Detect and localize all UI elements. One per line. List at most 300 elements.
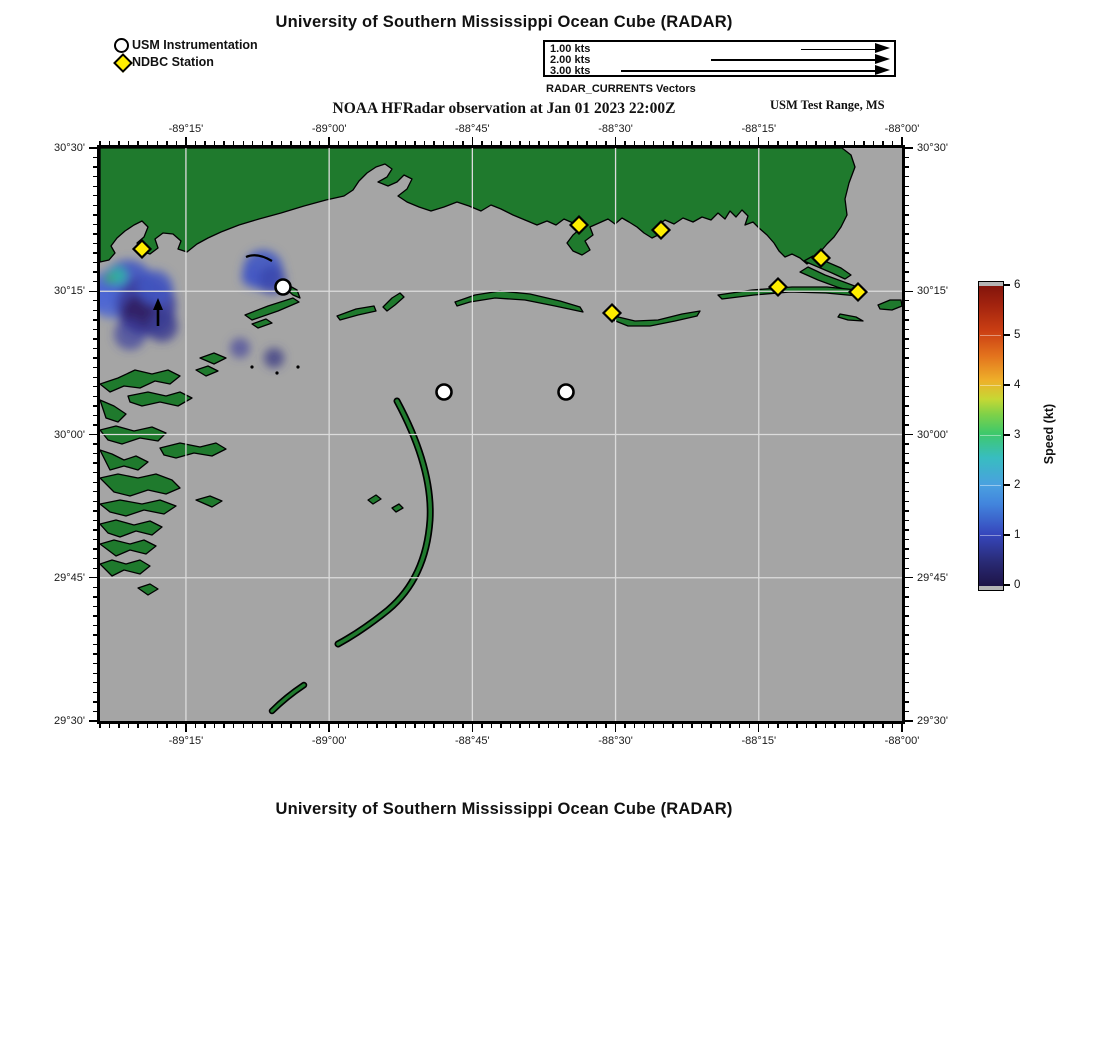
- lat-tick: [93, 701, 97, 702]
- lat-tick: [905, 673, 909, 674]
- barrier-island-horn: [455, 291, 583, 312]
- colorbar-tick: [1004, 534, 1010, 535]
- lon-tick: [118, 141, 119, 145]
- lat-tick: [93, 357, 97, 358]
- lat-tick: [905, 166, 909, 167]
- lon-tick: [109, 724, 110, 728]
- cat-island-bit: [252, 319, 272, 328]
- lon-tick: [749, 724, 750, 728]
- lon-tick: [500, 141, 501, 145]
- colorbar-separator: [980, 535, 1001, 536]
- lon-tick: [99, 724, 100, 728]
- lat-tick: [93, 214, 97, 215]
- lat-tick: [93, 644, 97, 645]
- lon-tick: [157, 141, 158, 145]
- lat-tick: [905, 405, 909, 406]
- lat-tick: [93, 205, 97, 206]
- lon-label-top: -88°45': [455, 123, 490, 135]
- map-graphics: [100, 148, 902, 721]
- vector-scale-row: [549, 44, 890, 55]
- lat-label-left: 29°30': [54, 715, 85, 727]
- lat-tick: [905, 529, 909, 530]
- lon-tick: [672, 724, 673, 728]
- lat-tick: [93, 482, 97, 483]
- lon-tick: [443, 724, 444, 728]
- lat-tick: [93, 491, 97, 492]
- lon-tick: [414, 724, 415, 728]
- lat-tick: [905, 663, 909, 664]
- lon-tick: [176, 141, 177, 145]
- lon-tick: [510, 141, 511, 145]
- vector-scale-line: [711, 59, 877, 61]
- colorbar-tick-label: 0: [1014, 579, 1021, 591]
- lon-tick: [548, 141, 549, 145]
- lon-tick: [701, 141, 702, 145]
- lon-tick: [243, 724, 244, 728]
- lat-tick: [93, 462, 97, 463]
- lon-tick: [663, 141, 664, 145]
- lon-tick: [328, 724, 329, 732]
- colorbar-separator: [980, 435, 1001, 436]
- lon-tick: [367, 724, 368, 728]
- chandeleur-islands: [272, 401, 430, 711]
- speed-colorbar: [978, 281, 1004, 591]
- lon-tick: [176, 724, 177, 728]
- lon-tick: [796, 141, 797, 145]
- lon-label-top: -88°15': [741, 123, 777, 135]
- lon-tick: [710, 724, 711, 728]
- lon-tick: [538, 724, 539, 728]
- lat-tick: [93, 186, 97, 187]
- marsh-9: [100, 520, 162, 537]
- lon-tick: [720, 724, 721, 728]
- lon-tick: [281, 724, 282, 728]
- lat-tick: [905, 634, 909, 635]
- lon-tick: [386, 141, 387, 145]
- colorbar-tick: [1004, 334, 1010, 335]
- lat-tick: [905, 186, 909, 187]
- speed-blob: [104, 274, 114, 284]
- lat-tick: [93, 615, 97, 616]
- station-markers: [134, 217, 867, 400]
- lat-tick: [905, 644, 909, 645]
- ndbc-station-icon: [113, 53, 133, 73]
- current-speed-field: [100, 250, 286, 368]
- lon-tick: [787, 141, 788, 145]
- lon-tick: [395, 141, 396, 145]
- lat-tick: [93, 510, 97, 511]
- lon-tick: [768, 724, 769, 728]
- marsh-7: [100, 474, 180, 496]
- lat-tick: [905, 434, 913, 435]
- lon-tick: [405, 724, 406, 728]
- lon-tick: [462, 141, 463, 145]
- lon-tick: [338, 724, 339, 728]
- lat-tick: [905, 682, 909, 683]
- lat-tick: [905, 558, 909, 559]
- lon-tick: [99, 141, 100, 145]
- marsh-5: [160, 443, 226, 458]
- lon-tick: [262, 724, 263, 728]
- lon-tick: [892, 724, 893, 728]
- lon-tick: [405, 141, 406, 145]
- lat-label-left: 30°00': [54, 428, 85, 441]
- lon-tick: [348, 141, 349, 145]
- lon-tick: [863, 141, 864, 145]
- lon-tick: [844, 141, 845, 145]
- colorbar-tick-label: 2: [1014, 479, 1021, 491]
- lon-tick: [567, 141, 568, 145]
- lon-tick: [214, 724, 215, 728]
- lat-tick: [905, 147, 913, 148]
- vector-scale-caption: RADAR_CURRENTS Vectors: [546, 83, 696, 95]
- marsh-15: [196, 366, 218, 376]
- north-shore-landmass: [100, 148, 855, 264]
- lat-label-left: 30°15': [54, 285, 85, 298]
- lat-tick: [905, 271, 909, 272]
- colorbar-tick-label: 6: [1014, 279, 1021, 291]
- lat-tick: [89, 577, 97, 578]
- barrier-island-dauphin: [718, 287, 858, 299]
- lon-tick: [204, 141, 205, 145]
- lon-tick: [901, 724, 902, 732]
- lon-tick: [529, 141, 530, 145]
- lon-tick: [185, 724, 186, 732]
- lat-tick: [905, 291, 913, 292]
- lat-tick: [905, 224, 909, 225]
- lat-tick: [905, 319, 909, 320]
- lon-label-bottom: -88°30': [598, 735, 633, 747]
- lon-tick: [386, 724, 387, 728]
- usm-station-marker: [437, 385, 452, 400]
- ndbc-station-label: NDBC Station: [132, 55, 214, 69]
- lon-tick: [758, 724, 759, 732]
- lat-tick: [905, 462, 909, 463]
- lon-label-bottom: -88°45': [455, 735, 490, 747]
- lon-tick: [796, 724, 797, 728]
- lat-tick: [93, 663, 97, 664]
- lat-tick: [905, 596, 909, 597]
- lat-tick: [905, 472, 909, 473]
- lon-tick: [749, 141, 750, 145]
- lon-tick: [338, 141, 339, 145]
- lon-tick: [395, 724, 396, 728]
- colorbar-tick-label: 3: [1014, 429, 1021, 441]
- lon-tick: [319, 141, 320, 145]
- lat-label-left: 29°45': [54, 571, 85, 584]
- lon-tick: [825, 141, 826, 145]
- lon-tick: [624, 724, 625, 728]
- lat-tick: [93, 396, 97, 397]
- vector-scale-box: [543, 40, 896, 77]
- speed-blob: [241, 267, 261, 287]
- lon-tick: [118, 724, 119, 728]
- lat-tick: [905, 520, 909, 521]
- lat-tick: [93, 262, 97, 263]
- speed-blob: [137, 270, 173, 306]
- lon-tick: [663, 724, 664, 728]
- lat-tick: [89, 147, 97, 148]
- lon-tick: [758, 137, 759, 145]
- lat-tick: [905, 310, 909, 311]
- lon-tick: [262, 141, 263, 145]
- lon-tick: [548, 724, 549, 728]
- lat-tick: [93, 233, 97, 234]
- lat-tick: [93, 568, 97, 569]
- lat-tick: [93, 281, 97, 282]
- lon-tick: [500, 724, 501, 728]
- lat-tick: [905, 424, 909, 425]
- lat-tick: [93, 310, 97, 311]
- lon-tick: [806, 141, 807, 145]
- observation-title: NOAA HFRadar observation at Jan 01 2023 22:00Z: [332, 100, 676, 117]
- lat-tick: [905, 720, 913, 721]
- lon-tick: [596, 141, 597, 145]
- lat-tick: [905, 568, 909, 569]
- lat-tick: [93, 682, 97, 683]
- lat-tick: [93, 548, 97, 549]
- lon-tick: [634, 724, 635, 728]
- lat-tick: [93, 386, 97, 387]
- lat-tick: [905, 510, 909, 511]
- vector-scale-line: [801, 49, 877, 51]
- colorbar-tick-label: 5: [1014, 329, 1021, 341]
- lat-tick: [93, 243, 97, 244]
- lon-tick: [558, 724, 559, 728]
- lat-tick: [93, 472, 97, 473]
- lon-tick: [348, 724, 349, 728]
- lat-tick: [93, 501, 97, 502]
- lat-tick: [905, 625, 909, 626]
- lon-tick: [825, 724, 826, 728]
- lon-tick: [729, 724, 730, 728]
- lon-tick: [577, 724, 578, 728]
- lon-tick: [481, 724, 482, 728]
- colorbar-top-cap: [979, 282, 1003, 286]
- lat-tick: [905, 300, 909, 301]
- lat-tick: [905, 548, 909, 549]
- lon-tick: [567, 724, 568, 728]
- lat-tick: [905, 482, 909, 483]
- barrier-island-petit-bois: [613, 311, 700, 326]
- lon-tick: [653, 141, 654, 145]
- map-plot-area: [97, 145, 905, 724]
- vector-scale-row: [549, 55, 890, 66]
- lon-tick: [901, 137, 902, 145]
- lon-tick: [682, 724, 683, 728]
- lat-tick: [905, 348, 909, 349]
- lon-tick: [701, 724, 702, 728]
- lat-tick: [93, 606, 97, 607]
- lat-tick: [905, 214, 909, 215]
- lon-tick: [844, 724, 845, 728]
- lon-tick: [376, 724, 377, 728]
- lon-tick: [739, 724, 740, 728]
- lon-tick: [309, 724, 310, 728]
- lon-tick: [214, 141, 215, 145]
- lon-tick: [166, 141, 167, 145]
- lat-tick: [93, 415, 97, 416]
- lon-tick: [691, 141, 692, 145]
- lat-tick: [905, 711, 909, 712]
- lon-tick: [424, 724, 425, 728]
- lon-tick: [882, 724, 883, 728]
- lon-tick: [185, 137, 186, 145]
- lat-tick: [905, 386, 909, 387]
- lon-tick: [529, 724, 530, 728]
- lon-tick: [538, 141, 539, 145]
- lat-tick: [89, 434, 97, 435]
- vector-scale-line: [621, 70, 877, 72]
- lat-tick: [93, 539, 97, 540]
- lon-tick: [892, 141, 893, 145]
- lon-tick: [157, 724, 158, 728]
- lon-tick: [223, 141, 224, 145]
- lat-tick: [93, 367, 97, 368]
- lon-label-top: -89°15': [168, 123, 204, 135]
- lon-tick: [605, 724, 606, 728]
- lat-tick: [905, 587, 909, 588]
- lon-tick: [433, 724, 434, 728]
- lon-tick: [577, 141, 578, 145]
- lon-tick: [854, 141, 855, 145]
- lat-tick: [93, 377, 97, 378]
- lon-tick: [424, 141, 425, 145]
- vector-scale-value: 1.00 kts: [550, 43, 591, 55]
- lon-tick: [166, 724, 167, 728]
- lon-tick: [586, 141, 587, 145]
- lat-tick: [905, 243, 909, 244]
- lon-label-bottom: -89°15': [168, 735, 204, 747]
- lon-tick: [519, 724, 520, 728]
- barrier-island-c: [383, 293, 404, 311]
- lon-tick: [519, 141, 520, 145]
- lat-tick: [93, 596, 97, 597]
- lat-tick: [89, 720, 97, 721]
- lat-tick: [93, 453, 97, 454]
- colorbar-tick-label: 4: [1014, 379, 1021, 391]
- lat-tick: [905, 205, 909, 206]
- lat-tick: [905, 539, 909, 540]
- lon-tick: [882, 141, 883, 145]
- lon-tick: [558, 141, 559, 145]
- lat-label-right: 30°30': [917, 142, 948, 154]
- lon-label-top: -88°30': [598, 123, 633, 135]
- speed-blob: [114, 318, 146, 350]
- lon-tick: [481, 141, 482, 145]
- lon-tick: [281, 141, 282, 145]
- lat-tick: [905, 415, 909, 416]
- lon-tick: [290, 724, 291, 728]
- lon-tick: [357, 141, 358, 145]
- lon-tick: [491, 141, 492, 145]
- lat-tick: [93, 252, 97, 253]
- lon-tick: [137, 724, 138, 728]
- lon-tick: [682, 141, 683, 145]
- colorbar-separator: [980, 335, 1001, 336]
- lon-tick: [873, 141, 874, 145]
- lon-tick: [615, 724, 616, 732]
- lon-tick: [644, 724, 645, 728]
- lon-tick: [605, 141, 606, 145]
- barrier-island-small-se: [838, 314, 863, 321]
- lat-tick: [93, 673, 97, 674]
- colorbar-separator: [980, 485, 1001, 486]
- lon-tick: [433, 141, 434, 145]
- lon-tick: [128, 141, 129, 145]
- lon-tick: [357, 724, 358, 728]
- lon-tick: [873, 724, 874, 728]
- marsh-12: [138, 584, 158, 595]
- colorbar-tick-label: 1: [1014, 529, 1021, 541]
- lat-tick: [905, 577, 913, 578]
- lat-tick: [93, 329, 97, 330]
- vector-arrowhead-icon: [875, 65, 890, 75]
- marsh-1: [100, 370, 180, 392]
- speed-blob: [264, 348, 284, 368]
- lat-tick: [905, 396, 909, 397]
- lat-tick: [905, 338, 909, 339]
- lat-label-right: 30°00': [917, 428, 948, 441]
- marsh-3: [100, 400, 126, 422]
- lat-tick: [93, 520, 97, 521]
- lat-tick: [905, 233, 909, 234]
- usm-station-marker: [276, 280, 291, 295]
- lat-tick: [93, 300, 97, 301]
- lon-tick: [777, 724, 778, 728]
- lon-tick: [233, 141, 234, 145]
- lon-tick: [462, 724, 463, 728]
- lat-tick: [93, 424, 97, 425]
- lat-tick: [93, 319, 97, 320]
- freemason-island-1: [368, 495, 381, 504]
- lon-tick: [252, 141, 253, 145]
- lat-tick: [905, 195, 909, 196]
- lat-tick: [89, 291, 97, 292]
- lon-tick: [815, 141, 816, 145]
- lat-tick: [905, 443, 909, 444]
- lon-tick: [137, 141, 138, 145]
- cat-island-strip: [245, 298, 299, 320]
- lon-label-top: -89°00': [311, 123, 347, 135]
- lat-tick: [93, 692, 97, 693]
- lat-tick: [905, 701, 909, 702]
- lat-tick: [93, 195, 97, 196]
- lon-tick: [252, 724, 253, 728]
- lat-tick: [93, 157, 97, 158]
- lon-tick: [367, 141, 368, 145]
- lon-tick: [195, 724, 196, 728]
- lat-tick: [905, 357, 909, 358]
- lat-tick: [93, 348, 97, 349]
- colorbar-tick: [1004, 384, 1010, 385]
- marsh-13: [196, 496, 222, 507]
- lat-tick: [905, 615, 909, 616]
- lon-tick: [510, 724, 511, 728]
- lat-tick: [93, 338, 97, 339]
- lon-tick: [472, 137, 473, 145]
- lat-tick: [93, 558, 97, 559]
- vector-arrowhead-icon: [875, 43, 890, 53]
- usm-instrumentation-label: USM Instrumentation: [132, 38, 258, 52]
- lon-tick: [290, 141, 291, 145]
- marsh-10: [100, 540, 156, 556]
- lon-tick: [453, 141, 454, 145]
- lon-tick: [319, 724, 320, 728]
- lon-label-bottom: -88°00': [884, 735, 920, 747]
- lon-tick: [834, 724, 835, 728]
- figure-title-bottom: University of Southern Mississippi Ocean Cube (RADAR): [275, 800, 733, 818]
